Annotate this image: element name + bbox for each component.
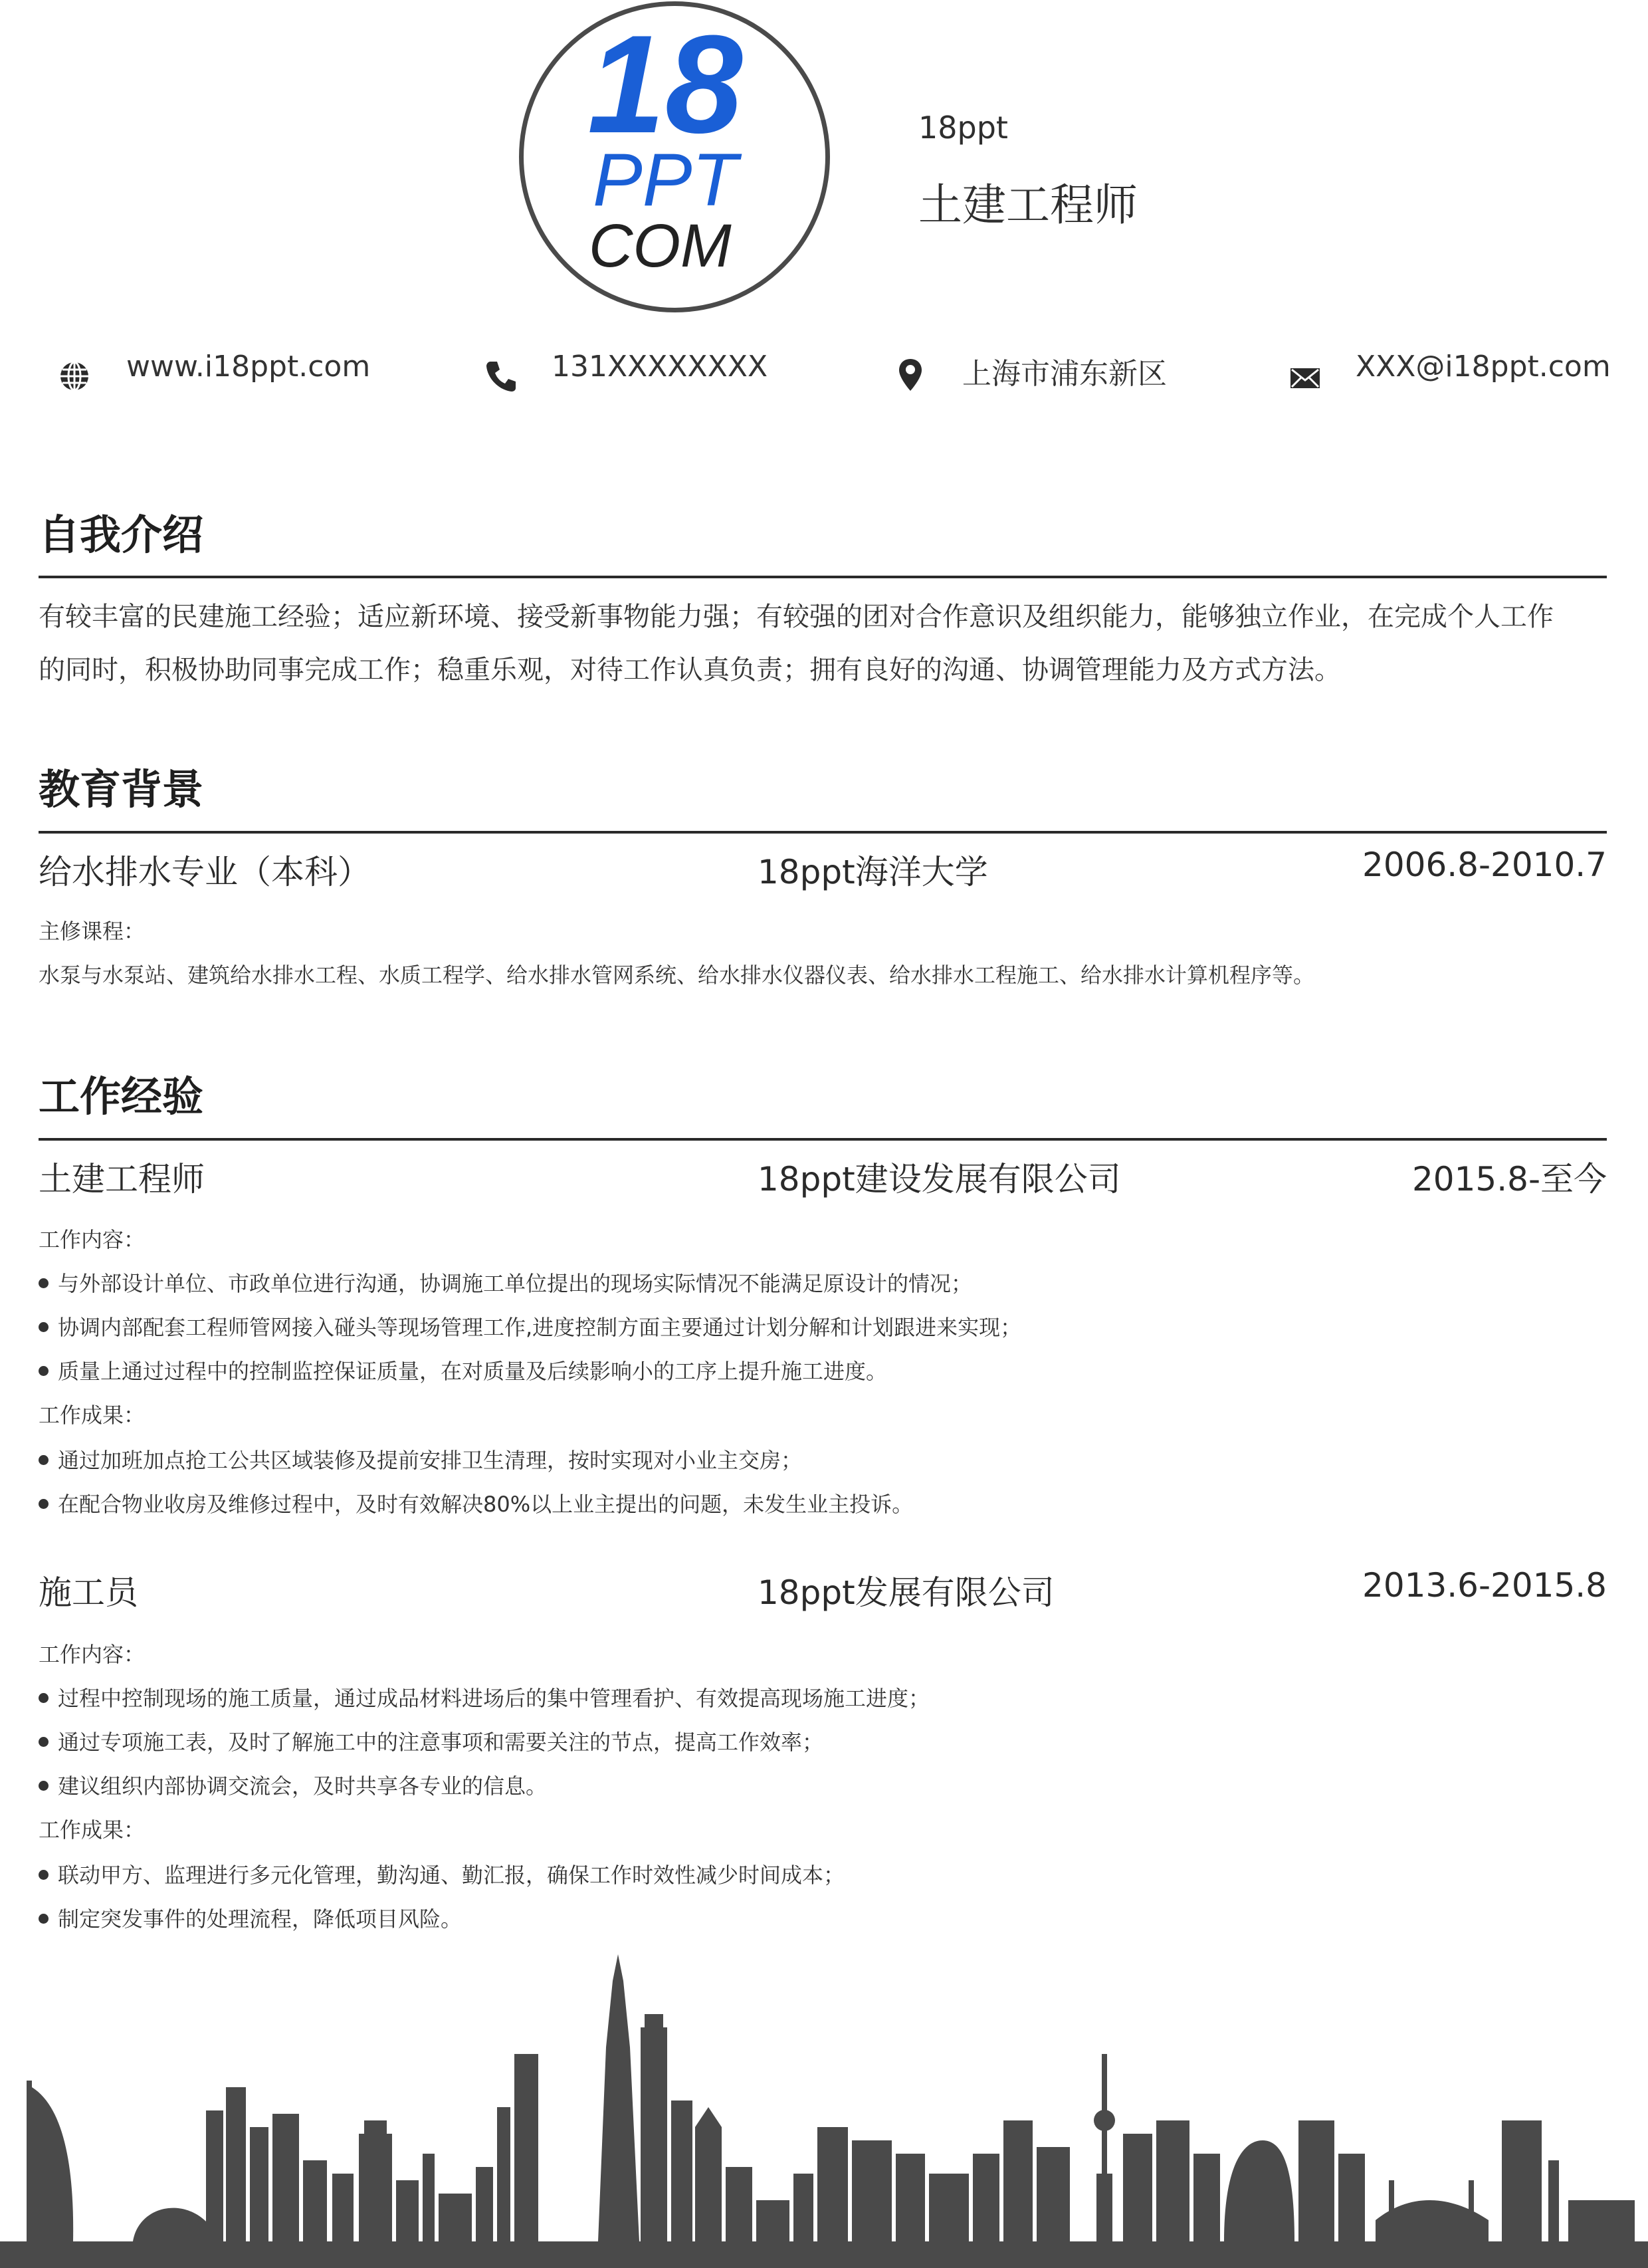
- job-2-content-item: 建议组织内部协调交流会，及时共享各专业的信息。: [39, 1769, 547, 1800]
- job-1-result-item: 在配合物业收房及维修过程中，及时有效解决80%以上业主提出的问题，未发生业主投诉。: [39, 1488, 913, 1518]
- work-divider: [39, 1138, 1607, 1141]
- education-divider: [39, 831, 1607, 834]
- job-1-result-item: 通过加班加点抢工公共区域装修及提前安排卫生清理，按时实现对小业主交房；: [39, 1444, 802, 1474]
- logo-image: [524, 6, 825, 308]
- job-1-company: 18ppt建设发展有限公司: [758, 1160, 1121, 1198]
- intro-line-2: 的同时，积极协助同事完成工作；稳重乐观，对待工作认真负责；拥有良好的沟通、协调管理能力及方式方法。: [39, 655, 1341, 685]
- logo-line-1: 18: [587, 6, 743, 162]
- job-2-company: 18ppt发展有限公司: [758, 1573, 1055, 1612]
- job-2-content-item: 过程中控制现场的施工质量，通过成品材料进场后的集中管理看护、有效提高现场施工进度；: [39, 1682, 930, 1712]
- job-2-result-item: 联动甲方、监理进行多元化管理，勤沟通、勤汇报，确保工作时效性减少时间成本；: [39, 1859, 845, 1889]
- job-2-results-label: 工作成果：: [39, 1817, 146, 1843]
- courses-label: 主修课程：: [39, 919, 146, 944]
- job-1-title: 土建工程师: [39, 1160, 205, 1198]
- job-1-results-label: 工作成果：: [39, 1403, 146, 1428]
- location-pin-icon: [892, 356, 929, 394]
- education-school: 18ppt海洋大学: [758, 853, 988, 891]
- education-heading: 教育背景: [39, 765, 204, 814]
- mail-icon: [1287, 359, 1324, 396]
- education-period: 2006.8-2010.7: [1362, 846, 1607, 884]
- courses-text: 水泵与水泵站、建筑给水排水工程、水质工程学、给水排水管网系统、给水排水仪器仪表、给水排水工程施工、给水排水计算机程序等。: [39, 963, 1315, 988]
- intro-heading: 自我介绍: [39, 510, 204, 559]
- phone-icon: [482, 358, 520, 395]
- job-2-result-item: 制定突发事件的处理流程，降低项目风险。: [39, 1902, 462, 1933]
- job-2-content-item: 通过专项施工表，及时了解施工中的注意事项和需要关注的节点，提高工作效率；: [39, 1726, 823, 1756]
- person-name: 18ppt: [918, 110, 1008, 146]
- avatar: [519, 1, 830, 312]
- job-1-content-item: 与外部设计单位、市政单位进行沟通，协调施工单位提出的现场实际情况不能满足原设计的情况；: [39, 1267, 972, 1298]
- job-2-title: 施工员: [39, 1573, 138, 1612]
- phone-text[interactable]: 131XXXXXXXX: [552, 350, 768, 384]
- job-1-content-item: 质量上通过过程中的控制监控保证质量，在对质量及后续影响小的工序上提升施工进度。: [39, 1355, 887, 1385]
- education-major: 给水排水专业（本科）: [39, 853, 371, 891]
- website-text[interactable]: www.i18ppt.com: [126, 350, 371, 384]
- logo-line-2: PPT: [593, 138, 738, 221]
- job-2-content-label: 工作内容：: [39, 1642, 146, 1667]
- intro-line-1: 有较丰富的民建施工经验；适应新环境、接受新事物能力强；有较强的团对合作意识及组织能力，能够独立作业，在完成个人工作: [39, 602, 1554, 632]
- city-skyline-illustration: [0, 1954, 1648, 2268]
- job-1-content-item: 协调内部配套工程师管网接入碰头等现场管理工作,进度控制方面主要通过计划分解和计划跟进来实现；: [39, 1311, 1021, 1341]
- globe-icon: [56, 358, 93, 395]
- work-heading: 工作经验: [39, 1072, 204, 1121]
- logo-line-3: COM: [589, 212, 732, 280]
- job-1-period: 2015.8-至今: [1412, 1160, 1607, 1198]
- job-1-content-label: 工作内容：: [39, 1227, 146, 1252]
- job-2-period: 2013.6-2015.8: [1362, 1566, 1607, 1605]
- job-title: 土建工程师: [918, 179, 1138, 231]
- location-text: 上海市浦东新区: [962, 357, 1167, 391]
- intro-divider: [39, 576, 1607, 578]
- email-text[interactable]: XXX@i18ppt.com: [1356, 350, 1611, 384]
